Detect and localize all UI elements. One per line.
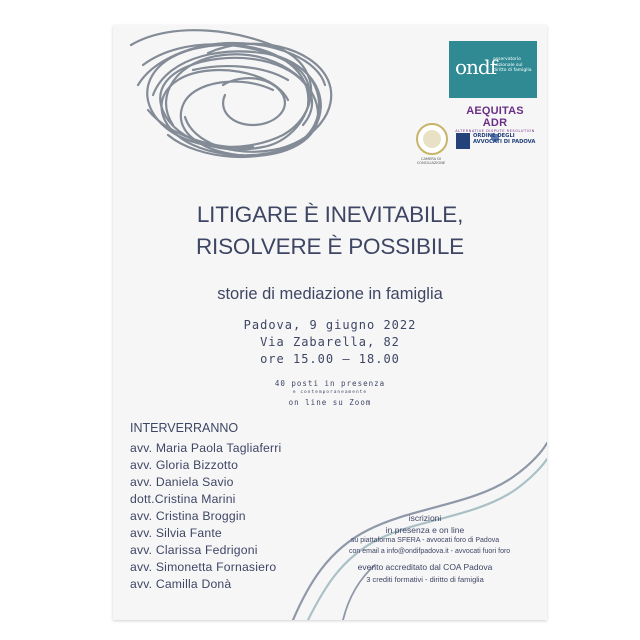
- registration-platform: su piattaforma SFERA - avvocati foro di Padova: [350, 537, 500, 544]
- event-address: Via Zabarella, 82: [260, 335, 400, 349]
- speaker-item: avv. Gloria Bizzotto: [130, 458, 239, 472]
- event-date-place: Padova, 9 giugno 2022: [243, 318, 417, 332]
- seats-info: 40 posti in presenza: [274, 379, 386, 388]
- aequitas-tagline: ALTERNATIVE DISPUTE RESOLUTION: [455, 129, 535, 133]
- colonnade-icon: [456, 133, 470, 149]
- coa-logo-text: ORDINE DEGLI AVVOCATI DI PADOVA: [473, 133, 536, 145]
- registration-email: con email a info@ondifpadova.it - avvocati fuori foro: [349, 548, 511, 555]
- ondif-logo-mark: ondf: [455, 55, 497, 79]
- conciliation-seal: [416, 123, 448, 155]
- credits-note: 3 crediti formativi - diritto di famiglia: [366, 575, 484, 584]
- ondif-logo: [449, 41, 537, 98]
- speakers-heading: INTERVERRANNO: [130, 421, 239, 435]
- event-poster: [113, 25, 547, 620]
- subtitle: storie di mediazione in famiglia: [217, 285, 443, 303]
- simultaneous-info: e contemporaneamente: [292, 390, 368, 395]
- speaker-item: avv. Cristina Broggin: [130, 509, 246, 523]
- speaker-item: avv. Maria Paola Tagliaferri: [130, 441, 282, 455]
- title-line-2: RISOLVERE È POSSIBILE: [196, 234, 464, 259]
- speaker-item: avv. Daniela Savio: [130, 475, 234, 489]
- registration-mode: in presenza e on line: [385, 525, 465, 535]
- title-line-1: LITIGARE È INEVITABILE,: [196, 202, 464, 227]
- event-time: ore 15.00 – 18.00: [260, 352, 400, 366]
- speaker-item: avv. Clarissa Fedrigoni: [130, 543, 258, 557]
- speaker-item: dott.Cristina Marini: [130, 492, 236, 506]
- accreditation-note: evento accreditato dal COA Padova: [357, 562, 493, 572]
- speaker-item: avv. Silvia Fante: [130, 526, 222, 540]
- coa-padova-logo: [454, 130, 538, 154]
- aequitas-name: AEQUITAS ADR: [466, 105, 524, 129]
- seal-label: CAMERA DI CONCILIAZIONE: [416, 157, 446, 165]
- registration-title: iscrizioni: [408, 513, 442, 523]
- ondif-logo-text: osservatorio nazionale sul diritto di famiglia: [493, 57, 532, 73]
- speaker-item: avv. Simonetta Fornasiero: [130, 560, 277, 574]
- online-info: on line su Zoom: [288, 398, 372, 407]
- speaker-item: avv. Camilla Donà: [130, 577, 232, 591]
